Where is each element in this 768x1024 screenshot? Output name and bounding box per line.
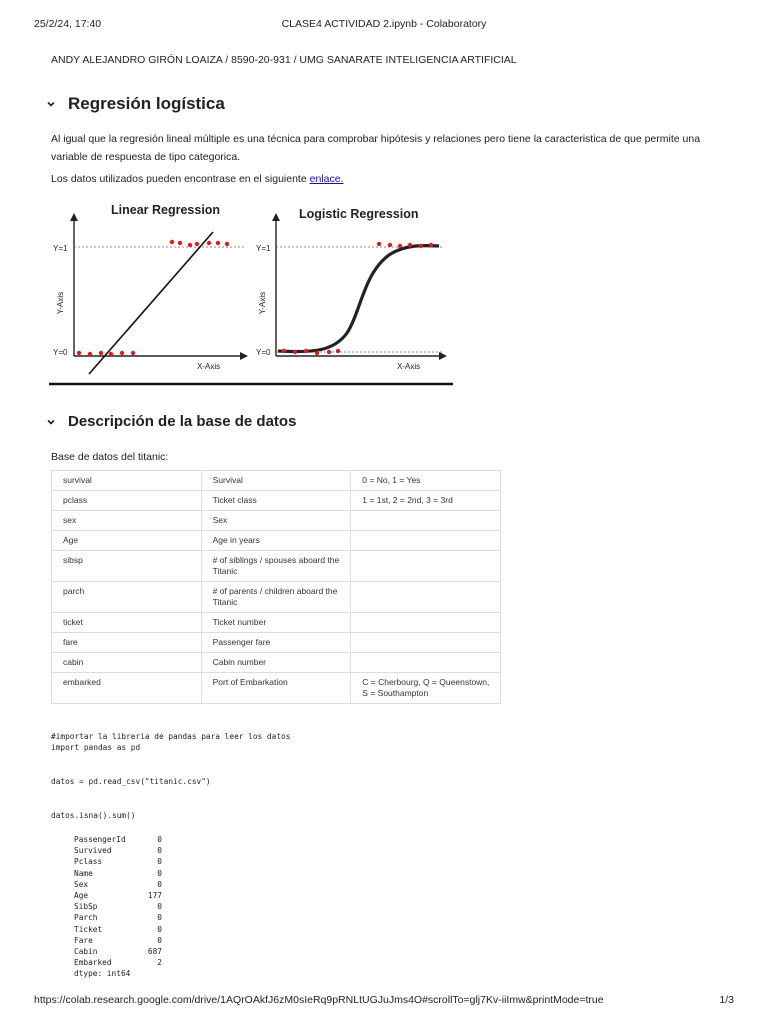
table-row xyxy=(52,633,501,653)
cell-output xyxy=(74,834,162,980)
code-cell[interactable]: datos.isna().sum() xyxy=(51,811,136,820)
output-row: Ticket 0 xyxy=(74,924,162,934)
output-row: Survived 0 xyxy=(74,846,162,856)
table-cell: C = Cherbourg, Q = Queenstown, S = Southampton xyxy=(351,673,501,704)
page-title: CLASE4 ACTIVIDAD 2.ipynb - Colaboratory xyxy=(281,18,487,30)
output-row: Fare 0 xyxy=(74,935,162,945)
table-cell xyxy=(351,653,501,673)
section-title: Regresión logística xyxy=(68,94,225,113)
text-paragraph: Al igual que la regresión lineal múltiple es una técnica para comprobar hipótesis y relaciones pero tiene la caracteristica de que permite una variable de respuesta de tipo categorica. xyxy=(51,133,701,163)
output-row: Name 0 xyxy=(74,868,162,878)
table-cell: Port of Embarkation xyxy=(201,673,351,704)
code-cell[interactable]: #importar la libreria de pandas para leer los datos import pandas as pd xyxy=(51,732,291,753)
table-cell: 0 = No, 1 = Yes xyxy=(351,471,501,491)
table-cell: Age in years xyxy=(201,531,351,551)
table-row xyxy=(52,511,501,531)
table-cell: Ticket class xyxy=(201,491,351,511)
print-datetime: 25/2/24, 17:40 xyxy=(34,18,102,30)
table-cell: cabin xyxy=(52,653,202,673)
section-header-regresion[interactable] xyxy=(46,94,225,114)
table-row xyxy=(52,491,501,511)
logistic-title: Logistic Regression xyxy=(299,207,419,221)
table-cell: Cabin number xyxy=(201,653,351,673)
section-header-descripcion[interactable] xyxy=(46,413,296,430)
svg-text:Y-Axis: Y-Axis xyxy=(56,291,65,315)
svg-text:Y=0: Y=0 xyxy=(256,348,271,357)
code-cell[interactable]: datos = pd.read_csv("titanic.csv") xyxy=(51,777,211,786)
table-cell: Passenger fare xyxy=(201,633,351,653)
svg-text:Y=0: Y=0 xyxy=(53,348,68,357)
regression-comparison-image xyxy=(49,193,453,387)
table-cell: # of parents / children aboard the Titanic xyxy=(201,582,351,613)
output-row: Pclass 0 xyxy=(74,857,162,867)
table-row xyxy=(52,582,501,613)
table-cell: fare xyxy=(52,633,202,653)
table-cell: Ticket number xyxy=(201,613,351,633)
text-paragraph: Los datos utilizados pueden encontrase en el siguiente enlace. xyxy=(51,173,344,185)
table-intro: Base de datos del titanic: xyxy=(51,451,169,463)
table-row xyxy=(52,531,501,551)
table-cell: Age xyxy=(52,531,202,551)
page-url: https://colab.research.google.com/drive/1AQrOAkfJ6zM0sIeRq9pRNLtUGJuJms4O#scrollTo=glj7Kv-iiImw&printMode=true xyxy=(34,994,604,1006)
table-cell xyxy=(351,633,501,653)
table-row xyxy=(52,471,501,491)
table-cell xyxy=(351,551,501,582)
table-row xyxy=(52,613,501,633)
table-cell: sex xyxy=(52,511,202,531)
table-row xyxy=(52,653,501,673)
page-number: 1/3 xyxy=(719,994,734,1006)
table-cell xyxy=(351,582,501,613)
table-cell xyxy=(351,511,501,531)
table-cell: survival xyxy=(52,471,202,491)
output-row: PassengerId 0 xyxy=(74,835,162,844)
table-cell: 1 = 1st, 2 = 2nd, 3 = 3rd xyxy=(351,491,501,511)
linear-title: Linear Regression xyxy=(111,203,221,217)
svg-text:X-Axis: X-Axis xyxy=(397,362,421,371)
table-cell: Sex xyxy=(201,511,351,531)
output-row: Embarked 2 xyxy=(74,958,162,968)
table-cell: sibsp xyxy=(52,551,202,582)
output-row: SibSp 0 xyxy=(74,902,162,912)
table-row xyxy=(52,551,501,582)
output-row: Sex 0 xyxy=(74,879,162,889)
chevron-down-icon[interactable] xyxy=(46,417,56,427)
chevron-down-icon[interactable] xyxy=(46,99,56,109)
titanic-variables-table xyxy=(51,470,501,704)
table-cell: pclass xyxy=(52,491,202,511)
svg-text:Y=1: Y=1 xyxy=(53,244,68,253)
table-cell: embarked xyxy=(52,673,202,704)
data-link[interactable]: enlace. xyxy=(309,173,344,185)
svg-text:Y-Axis: Y-Axis xyxy=(258,291,267,315)
table-cell xyxy=(351,531,501,551)
output-row: Parch 0 xyxy=(74,913,162,923)
output-row: Cabin 687 xyxy=(74,947,162,957)
table-row xyxy=(52,673,501,704)
svg-text:X-Axis: X-Axis xyxy=(197,362,221,371)
author-line: ANDY ALEJANDRO GIRÓN LOAIZA / 8590-20-931 / UMG SANARATE INTELIGENCIA ARTIFICIAL xyxy=(51,54,517,66)
table-cell: ticket xyxy=(52,613,202,633)
dtype-line: dtype: int64 xyxy=(74,969,131,979)
output-row: Age 177 xyxy=(74,891,162,901)
section-title: Descripción de la base de datos xyxy=(68,413,297,430)
table-cell: # of siblings / spouses aboard the Titanic xyxy=(201,551,351,582)
svg-text:Y=1: Y=1 xyxy=(256,244,271,253)
table-cell xyxy=(351,613,501,633)
table-cell: parch xyxy=(52,582,202,613)
table-cell: Survival xyxy=(201,471,351,491)
